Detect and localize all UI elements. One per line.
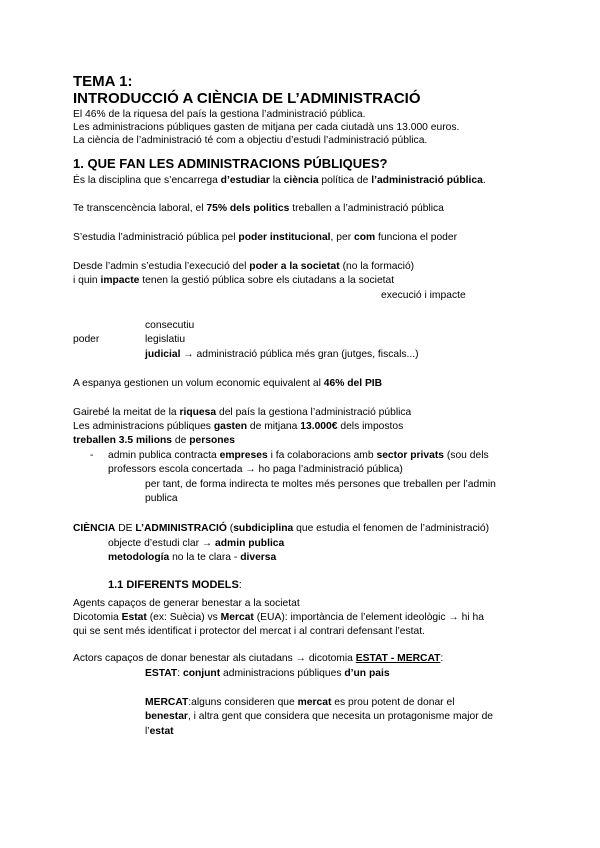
dicotomia-line-1: Dicotomia Estat (ex: Suècia) vs Mercat (EUA): importància de l’element ideològic → hi ha [73, 612, 484, 623]
bullet-line-2: professors escola concertada → ho paga l’administració pública) [108, 464, 403, 475]
intro-line-3: La ciència de l’administració té com a objectiu d’estudi l’administració pública. [73, 135, 428, 146]
ciencia-line: CIÈNCIA DE L’ADMINISTRACIÓ (subdiciplina que estudia el fenomen de l’administració) [73, 523, 490, 534]
definition-paragraph: És la disciplina que s’encarrega d’estudiar la ciència política de l’administració pública. [73, 175, 486, 186]
estudia-paragraph: S’estudia l’administració pública pel poder institucional, per com funciona el poder [73, 232, 458, 243]
treballen-line: treballen 3.5 milions de persones [73, 435, 235, 446]
gasten-line: Les administracions públiques gasten de mitjana 13.000€ dels impostos [73, 421, 404, 432]
agents-line: Agents capaços de generar benestar a la societat [73, 598, 300, 609]
dicotomia-line-2: qui se sent més identificat i protector del mercat i al contrari defensant l’estat. [73, 626, 425, 637]
quin-line: i quin impacte tenen la gestió pública sobre els ciutadans a la societat [73, 275, 395, 286]
bullet-dash: - [90, 450, 94, 461]
metodologia-line: metodología no la te clara - diversa [108, 552, 277, 563]
mercat-line-2: benestar, i altra gent que considera que necesita un protagonisme major de [145, 711, 494, 722]
mercat-line-1: MERCAT:alguns consideren que mercat es prou potent de donar el [145, 697, 455, 708]
bullet-line-1: admin publica contracta empreses i fa colaboracions amb sector privats (sou dels [108, 450, 489, 461]
pib-paragraph: A espanya gestionen un volum economic equivalent al 46% del PIB [73, 378, 383, 389]
meitat-line: Gairebé la meitat de la riquesa del país la gestiona l’administració pública [73, 407, 412, 418]
desde-line: Desde l’admin s’estudia l’execució del poder a la societat (no la formació) [73, 261, 415, 272]
estat-line: ESTAT: conjunt administracions públiques d’un pais [145, 668, 390, 679]
section-1-heading: 1. QUE FAN LES ADMINISTRACIONS PÚBLIQUES? [73, 156, 388, 171]
poder-label: poder [73, 334, 100, 345]
poder-item-legislatiu: legislatiu [145, 334, 186, 345]
intro-line-2: Les administracions públiques gasten de mitjana per cada ciutadà uns 13.000 euros. [73, 122, 460, 133]
laboral-paragraph: Te transcencència laboral, el 75% dels politics treballen a l’administració pública [73, 203, 444, 214]
actors-line: Actors capaços de donar benestar als ciutadans → dicotomia ESTAT - MERCAT: [73, 653, 444, 664]
intro-line-1: El 46% de la riquesa del país la gestiona l’administració pública. [73, 109, 366, 120]
execucio-note: execució i impacte [381, 290, 466, 301]
mercat-line-3: l’estat [145, 726, 174, 737]
poder-item-judicial: judicial → administració pública més gran (jutges, fiscals...) [145, 349, 419, 360]
section-1-1-heading: 1.1 DIFERENTS MODELS: [108, 579, 242, 591]
bullet-line-4: publica [145, 493, 178, 504]
poder-item-consecutiu: consecutiu [145, 320, 195, 331]
bullet-line-3: per tant, de forma indirecta te moltes més persones que treballen per l’admin [145, 479, 496, 490]
title-line-1: TEMA 1: [73, 73, 133, 90]
objecte-line: objecte d’estudi clar → admin publica [108, 538, 285, 549]
title-line-2: INTRODUCCIÓ A CIÈNCIA DE L’ADMINISTRACIÓ [73, 90, 421, 107]
